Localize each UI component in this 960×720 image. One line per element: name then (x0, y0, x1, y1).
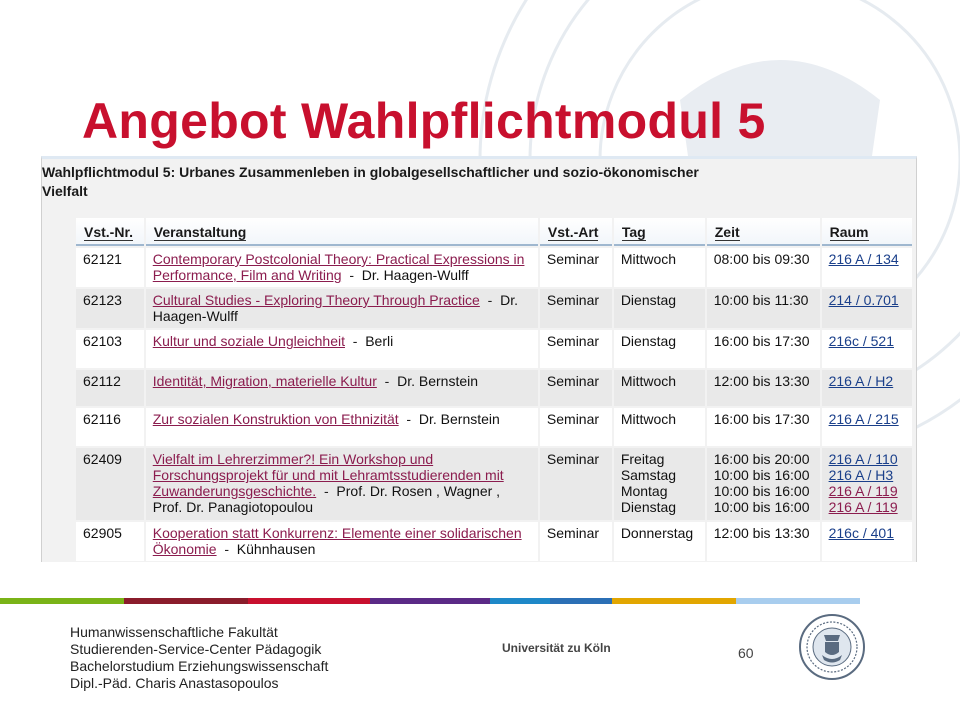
slide-title: Angebot Wahlpflichtmodul 5 (82, 93, 766, 149)
course-type: Seminar (540, 368, 612, 406)
course-day: Mittwoch (614, 406, 705, 446)
col-header-type[interactable]: Vst.-Art (540, 218, 612, 246)
room-link[interactable]: 216 A / 215 (828, 411, 899, 427)
room-link[interactable]: 216 A / 134 (828, 251, 899, 267)
course-day: Mittwoch (614, 368, 705, 406)
course-day: Donnerstag (614, 520, 705, 561)
course-type: Seminar (540, 287, 612, 328)
course-day: Dienstag (614, 287, 705, 328)
course-type: Seminar (540, 446, 612, 520)
table-row: 62905 Kooperation statt Konkurrenz: Elemente einer solidarischen Ökonomie - Kühnhausen Seminar Donnerstag 12:00 bis 13:30 216c / 401 (76, 520, 912, 561)
course-nr: 62121 (76, 246, 144, 287)
course-type: Seminar (540, 520, 612, 561)
course-lecturer: Dr. Haagen-Wulff (361, 267, 469, 283)
table-row: 62123 Cultural Studies - Exploring Theory Through Practice - Dr. Haagen-Wulff Seminar Dienstag 10:00 bis 11:30 214 / 0.701 (76, 287, 912, 328)
room-link[interactable]: 216 A / 119 (828, 499, 898, 515)
room-link[interactable]: 216 A / H2 (828, 373, 894, 389)
course-link[interactable]: Cultural Studies - Exploring Theory Through Practice (152, 292, 480, 308)
room-link[interactable]: 216 A / H3 (828, 467, 894, 483)
course-nr: 62123 (76, 287, 144, 328)
course-times: 16:00 bis 20:00 10:00 bis 16:00 10:00 bis 16:00 10:00 bis 16:00 (707, 446, 820, 520)
color-segment (490, 598, 550, 604)
col-header-nr[interactable]: Vst.-Nr. (76, 218, 144, 246)
course-time: 16:00 bis 17:30 (707, 328, 820, 368)
course-lecturer: Dr. Haagen-Wulff (152, 292, 518, 324)
color-segment (550, 598, 612, 604)
course-nr: 62409 (76, 446, 144, 520)
course-day: Mittwoch (614, 246, 705, 287)
course-nr: 62116 (76, 406, 144, 446)
course-type: Seminar (540, 406, 612, 446)
col-header-day[interactable]: Tag (614, 218, 705, 246)
color-segment (370, 598, 490, 604)
course-time: 12:00 bis 13:30 (707, 520, 820, 561)
room-link[interactable]: 216 A / 110 (828, 451, 898, 467)
room-link[interactable]: 214 / 0.701 (828, 292, 899, 308)
color-segment (124, 598, 248, 604)
col-header-course[interactable]: Veranstaltung (146, 218, 538, 246)
course-link[interactable]: Zur sozialen Konstruktion von Ethnizität (152, 411, 399, 427)
course-lecturer: Berli (365, 333, 394, 349)
table-row: 62121 Contemporary Postcolonial Theory: Practical Expressions in Performance, Film and Writing - Dr. Haagen-Wulff Seminar Mittwoch 08:00 bis 09:30 216 A / 134 (76, 246, 912, 287)
course-link[interactable]: Vielfalt im Lehrerzimmer?! Ein Workshop und Forschungsprojekt für und mit Lehramtsstudierenden mit Zuwanderungsgeschichte. (152, 451, 504, 499)
course-type: Seminar (540, 328, 612, 368)
course-lecturer: Dr. Bernstein (397, 373, 479, 389)
course-lecturer: Dr. Bernstein (418, 411, 500, 427)
course-table (74, 218, 914, 561)
course-time: 08:00 bis 09:30 (707, 246, 820, 287)
course-nr: 62103 (76, 328, 144, 368)
course-link[interactable]: Kooperation statt Konkurrenz: Elemente einer solidarischen Ökonomie (152, 525, 522, 557)
color-segment (248, 598, 370, 604)
course-time: 12:00 bis 13:30 (707, 368, 820, 406)
room-link[interactable]: 216c / 401 (828, 525, 894, 541)
table-row: 62116 Zur sozialen Konstruktion von Ethnizität - Dr. Bernstein Seminar Mittwoch 16:00 bis 17:30 216 A / 215 (76, 406, 912, 446)
module-heading: Wahlpflichtmodul 5: Urbanes Zusammenleben in globalgesellschaftlicher und sozio-ökonomischer Vielfalt (42, 164, 699, 199)
course-time: 10:00 bis 11:30 (707, 287, 820, 328)
course-lecturer: Prof. Dr. Rosen , Wagner , Prof. Dr. Panagiotopoulou (152, 483, 501, 515)
color-segment (0, 598, 124, 604)
room-link[interactable]: 216 A / 119 (828, 483, 898, 499)
course-lecturer: Kühnhausen (236, 541, 316, 557)
course-time: 16:00 bis 17:30 (707, 406, 820, 446)
course-nr: 62112 (76, 368, 144, 406)
footer-faculty-info: Humanwissenschaftliche Fakultät Studierenden-Service-Center Pädagogik Bachelorstudium Erziehungswissenschaft Dipl.-Päd. Charis Anastasopoulos (70, 624, 329, 691)
course-link[interactable]: Identität, Migration, materielle Kultur (152, 373, 377, 389)
university-seal-logo (798, 613, 866, 681)
color-segment (736, 598, 860, 604)
color-segment (612, 598, 736, 604)
table-row: 62409 Vielfalt im Lehrerzimmer?! Ein Workshop und Forschungsprojekt für und mit Lehramtsstudierenden mit Zuwanderungsgeschichte. - Prof. Dr. Rosen , Wagner , Prof. Dr. Panagiotopoulou Seminar Freitag Samstag Montag Dienstag 16:00 bis 20:00 10:00 bis 16:00 10:00 bis 16:00 10:00 bis 16:00 216 A / 110 216 A / H3 216 A / 119 216 A / 119 (76, 446, 912, 520)
course-days: Freitag Samstag Montag Dienstag (614, 446, 705, 520)
room-link[interactable]: 216c / 521 (828, 333, 894, 349)
table-row: 62103 Kultur und soziale Ungleichheit - Berli Seminar Dienstag 16:00 bis 17:30 216c / 521 (76, 328, 912, 368)
course-link[interactable]: Kultur und soziale Ungleichheit (152, 333, 345, 349)
table-row: 62112 Identität, Migration, materielle Kultur - Dr. Bernstein Seminar Mittwoch 12:00 bis 13:30 216 A / H2 (76, 368, 912, 406)
table-header-row (76, 218, 912, 246)
col-header-room[interactable]: Raum (822, 218, 912, 246)
course-day: Dienstag (614, 328, 705, 368)
university-name: Universität zu Köln (502, 641, 611, 655)
course-type: Seminar (540, 246, 612, 287)
course-nr: 62905 (76, 520, 144, 561)
page-number: 60 (738, 645, 754, 661)
course-link[interactable]: Contemporary Postcolonial Theory: Practical Expressions in Performance, Film and Writing (152, 251, 525, 283)
color-bar (0, 598, 860, 604)
col-header-time[interactable]: Zeit (707, 218, 820, 246)
